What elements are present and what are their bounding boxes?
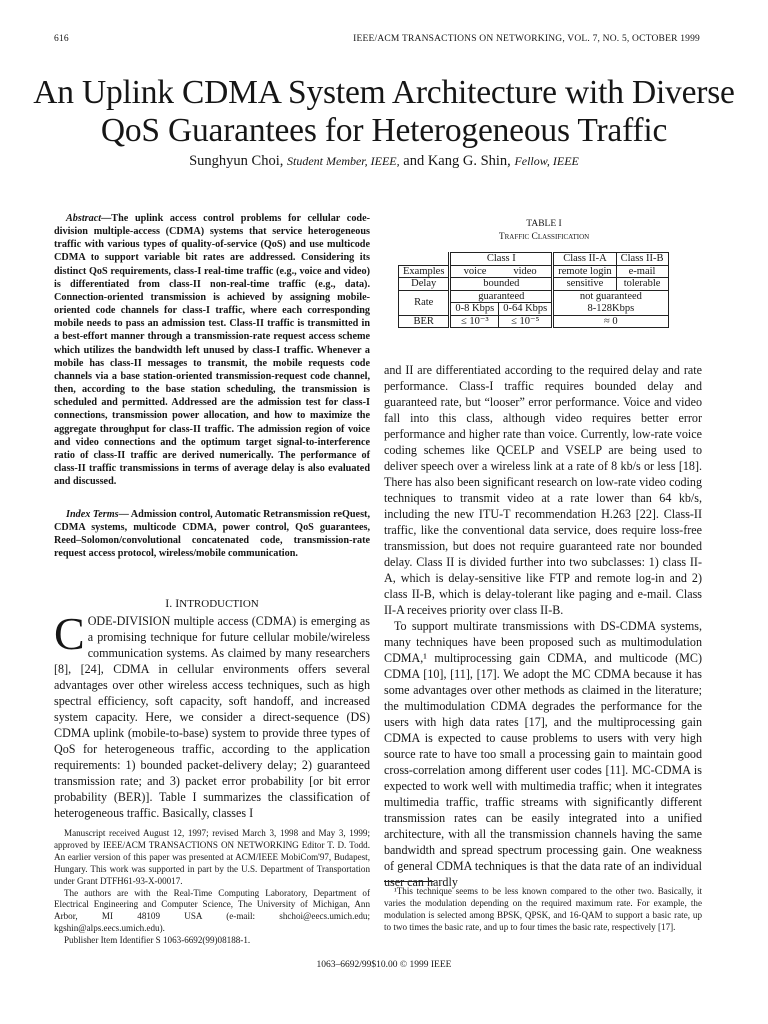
section-number: I. <box>165 596 173 610</box>
cell-tolerable: tolerable <box>616 278 668 291</box>
footnote-authors: The authors are with the Real-Time Computing Laboratory, Department of Electrical Engineering and Computer Science, The University of Michigan, Ann Arbor, MI 48109 USA (e-mail: shchoi@eecs.umich.edu; kgshin@alps.eecs.umich.edu). <box>54 887 370 934</box>
cell-ber-class-ii: ≈ 0 <box>553 315 668 328</box>
cell-not-guaranteed: not guaranteed <box>553 290 668 303</box>
cell-ber-video: ≤ 10⁻⁵ <box>499 315 553 328</box>
cell-guaranteed: guaranteed <box>450 290 553 303</box>
cell-rate-video: 0-64 Kbps <box>499 303 553 316</box>
table-header-row <box>399 253 669 266</box>
cell-remote-login: remote login <box>553 265 616 278</box>
title-line-2: QoS Guarantees for Heterogeneous Traffic <box>100 112 668 149</box>
journal-header: IEEE/ACM TRANSACTIONS ON NETWORKING, VOL. 7, NO. 5, OCTOBER 1999 <box>353 34 700 44</box>
abstract-label: Abstract <box>66 213 102 224</box>
section-title-initial: I <box>175 596 180 610</box>
header-class-ii-a: Class II-A <box>553 253 616 266</box>
introduction-text <box>54 608 370 822</box>
table-title <box>386 218 702 244</box>
author-1: Sunghyun Choi, <box>189 153 284 169</box>
intro-body: multiple access (CDMA) is emerging as a promising technique for future cellular mobile/wireless communication systems. As claimed by many researchers [8], [24], CDMA in cellular environments offers several advantages over other wireless access techniques, such as high spectral efficiency, soft capacity, soft handoff, and increased system capacity. Here, we consider a direct-sequence (DS) CDMA uplink (mobile-to-base) system to provide three types of QoS for heterogeneous traffic, according to the application requirements: 1) bounded packet-delivery delay; 2) guaranteed transmission rate; and 3) packet error probability [or bit error probability (BER)]. Table I summarizes the classification of heterogeneous traffic. Basically, classes I <box>54 614 370 820</box>
drop-cap: C <box>54 608 85 659</box>
abstract <box>54 212 370 488</box>
author-2: Kang G. Shin, <box>427 153 511 169</box>
table-label: TABLE I <box>526 219 562 229</box>
right-column-text <box>384 363 702 890</box>
cell-sensitive: sensitive <box>553 278 616 291</box>
row-label-examples: Examples <box>399 265 450 278</box>
table-caption: Traffic Classification <box>498 232 590 242</box>
row-label-ber: BER <box>399 315 450 328</box>
intro-first-word: ODE-DIVISION <box>87 614 171 628</box>
author-2-role: Fellow, IEEE <box>514 154 579 168</box>
cell-rate-voice: 0-8 Kbps <box>450 303 499 316</box>
section-title-rest: NTRODUCTION <box>179 598 259 610</box>
title-line-1: An Uplink CDMA System Architecture with Diverse <box>33 74 735 111</box>
section-title <box>175 596 258 610</box>
cell-email: e-mail <box>616 265 668 278</box>
footnote-1: ¹This technique seems to be less known compared to the other two. Basically, it varies the modulation depending on the required maximum rate. For example, the modulation is selected among BPSK, QPSK, and 16-QAM to support a basic rate, up to two times the basic rate, and up to four times the basic rate, respectively [17]. <box>384 886 702 932</box>
manuscript-footnote <box>54 828 370 947</box>
cell-video: video <box>513 265 537 277</box>
header-class-ii-b: Class II-B <box>616 253 668 266</box>
author-1-role: Student Member, IEEE, <box>287 154 400 168</box>
cell-voice: voice <box>450 265 499 278</box>
paragraph-multirate: To support multirate transmissions with DS-CDMA systems, many techniques have been proposed such as multimodulation CDMA,¹ multiprocessing gain CDMA, and multicode (MC) CDMA [10], [11], [17]. We adopt the MC CDMA because it has some advantages over other methods as claimed in the literature; the multimodulation CDMA degrades the performance for the users with high data rates [17], and the multiprocessing gain CDMA is expected to cause problems to users with very high source rate to have too small a processing gain to maintain good cross-correlation among different user codes [11]. MC-CDMA is expected to work well with multimedia traffic; when it integrates multimedia traffic, traffic streams with significantly different transmission rates can be easily integrated into a unified architecture, with all the transmission channels having the same bandwidth and spread spectrum processing gain. One weakness of general CDMA techniques is that the data rate of an individual user can hardly <box>384 618 702 889</box>
table-row <box>399 315 669 328</box>
section-heading <box>54 596 370 611</box>
cell-rate-class-ii: 8-128Kbps <box>553 303 668 316</box>
index-terms-text: — Admission control, Automatic Retransmission reQuest, CDMA systems, multicode CDMA, power control, QoS guarantees, Reed–Solomon/convolutional concatenated code, transmission-rate request access protocol, wireless/mobile communication. <box>54 509 370 560</box>
row-label-rate: Rate <box>399 290 450 315</box>
footnote-manuscript: Manuscript received August 12, 1997; revised March 3, 1998 and May 3, 1999; approved by IEEE/ACM TRANSACTIONS ON NETWORKING Editor T. D. Todd. An earlier version of this paper was presented at ACM/IEEE MobiCom'97, Budapest, Hungary. This work was supported in part by the U.S. Department of Transportation under Grant DTFH61-93-X-00017. <box>54 828 370 886</box>
paper-title <box>20 74 748 150</box>
cell-bounded: bounded <box>450 278 553 291</box>
row-label-delay: Delay <box>399 278 450 291</box>
copyright-footer: 1063–6692/99$10.00 © 1999 IEEE <box>316 960 452 970</box>
authors <box>20 153 748 170</box>
traffic-classification-table <box>398 252 669 328</box>
author-conjunction: and <box>403 153 425 169</box>
footnote-rule <box>384 881 434 882</box>
cell-ber-voice: ≤ 10⁻³ <box>450 315 499 328</box>
abstract-text: —The uplink access control problems for cellular code-division multiple-access (CDMA) systems that service heterogeneous traffic with various types of quality-of-service (QoS) and use multicode CDMA to support variable bit rates are addressed. Considering its distinct QoS requirements, class-I real-time traffic (e.g., voice and video) is differentiated from class-II non-real-time traffic (e.g., data). Connection-oriented transmission is achieved by assigning mobile-oriented code channels for class-I traffic, where each corresponding mobile needs to pass an admission test. Class-II traffic is transmitted in a best-effort manner through a transmission-rate request access scheme which utilizes the bandwidth left unused by class-I traffic. Whenever a mobile has class-II messages to transmit, the mobile requests code channels via a base station-oriented transmission-request code channel, then, according to the base station scheduling, the transmission is scheduled and permitted. Addressed are the admission test for class-I connections, transmission power allocation, and how to maximize the aggregate throughput for class-II traffic. The admission region of voice and video connections and the optimum target signal-to-interference ratio of class-II traffic are derived numerically. The performance of class-II traffic transmissions in terms of average delay is also evaluated and discussed. <box>54 213 370 488</box>
table-row <box>399 265 669 278</box>
footnote-publisher-id: Publisher Item Identifier S 1063-6692(99)08188-1. <box>64 935 251 946</box>
paragraph-classes: and II are differentiated according to the required delay and rate performance. Class-I traffic requires bounded delay and guaranteed rate, but “looser” error performance. Voice and video fall into this class, although video requires better error performance and higher rate than voice. Currently, low-rate voice coding schemes like QCELP and VSELP are being used to deliver speech over a wireless link at a rate of 8 kb/s or less [18]. There has also been significant research on low-rate video coding techniques to transmit video at a rate lower than 64 kb/s, including the new ITU-T recommendation H.263 [22]. Class-II traffic, like the conventional data service, does require loss-free transmission, but does not require guaranteed rate nor bounded delay. Class II is divided further into two subclasses: 1) class II-A, which is delay-sensitive like FTP and remote log-in and 2) class II-B, which is delay-tolerant like paging and e-mail. Class II-A receives priority over class II-B. <box>384 363 702 617</box>
table-row <box>399 290 669 303</box>
index-terms <box>54 508 370 561</box>
index-terms-label: Index Terms <box>66 509 119 520</box>
table-row <box>399 278 669 291</box>
page-number: 616 <box>54 34 69 44</box>
header-class-i: Class I <box>450 253 553 266</box>
